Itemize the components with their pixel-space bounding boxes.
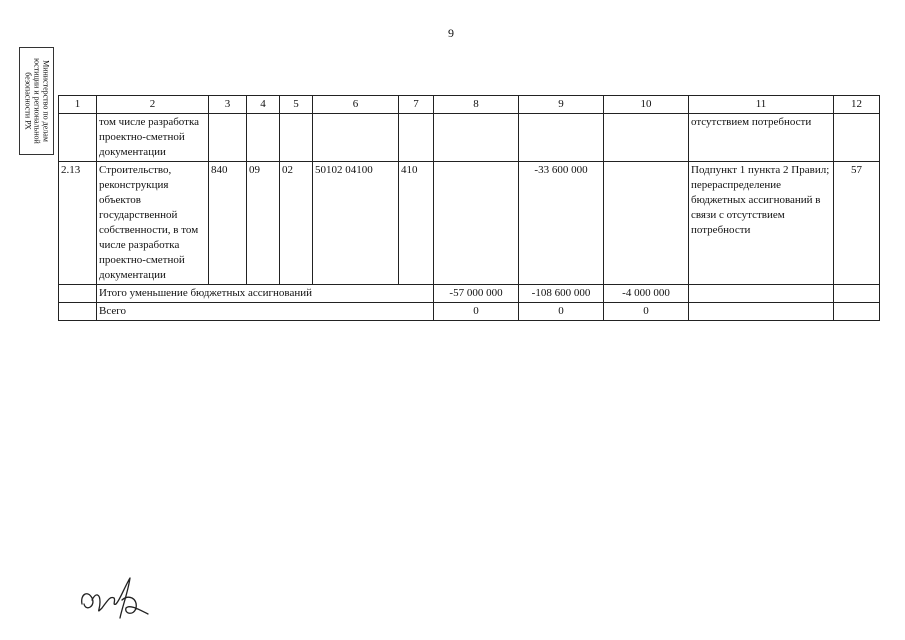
stamp-line-2: юстиции и региональной (32, 58, 41, 144)
header-cell-9: 9 (519, 96, 604, 114)
cell-description: Строительство, реконструкция объектов государственной собственности, в том числе разработка проектно-сметной документации (97, 162, 209, 285)
cell-number: 2.13 (59, 162, 97, 285)
cell-code-7: 410 (399, 162, 434, 285)
header-cell-5: 5 (280, 96, 313, 114)
table-row-continued (59, 114, 880, 162)
stamp-line-1: Министерство по делам (41, 60, 50, 142)
cell-empty (59, 303, 97, 321)
cell-amount-9: -33 600 000 (519, 162, 604, 285)
total-decrease-label: Итого уменьшение бюджетных ассигнований (97, 285, 434, 303)
cell-amount-8 (434, 162, 519, 285)
grand-total-10: 0 (604, 303, 689, 321)
page-number: 9 (448, 26, 454, 40)
cell-empty (59, 114, 97, 162)
grand-total-8: 0 (434, 303, 519, 321)
cell-empty (209, 114, 247, 162)
header-row (59, 96, 880, 114)
cell-empty (834, 303, 880, 321)
cell-code-5: 02 (280, 162, 313, 285)
cell-basis: отсутствием потребности (689, 114, 834, 162)
cell-empty (247, 114, 280, 162)
total-decrease-9: -108 600 000 (519, 285, 604, 303)
cell-empty (834, 285, 880, 303)
handwritten-signature (78, 570, 150, 622)
total-decrease-10: -4 000 000 (604, 285, 689, 303)
cell-description: том числе разработка проектно-сметной документации (97, 114, 209, 162)
grand-total-label: Всего (97, 303, 434, 321)
cell-code-12: 57 (834, 162, 880, 285)
header-cell-3: 3 (209, 96, 247, 114)
header-cell-6: 6 (313, 96, 399, 114)
header-cell-11: 11 (689, 96, 834, 114)
cell-empty (399, 114, 434, 162)
cell-empty (604, 114, 689, 162)
grand-total-row (59, 303, 880, 321)
cell-code-3: 840 (209, 162, 247, 285)
header-cell-4: 4 (247, 96, 280, 114)
cell-empty (834, 114, 880, 162)
cell-empty (689, 303, 834, 321)
header-cell-12: 12 (834, 96, 880, 114)
cell-code-4: 09 (247, 162, 280, 285)
cell-empty (59, 285, 97, 303)
cell-empty (313, 114, 399, 162)
header-cell-7: 7 (399, 96, 434, 114)
cell-empty (434, 114, 519, 162)
table-row-2-13 (59, 162, 880, 285)
cell-basis: Подпункт 1 пункта 2 Правил; перераспределение бюджетных ассигнований в связи с отсутствием потребности (689, 162, 834, 285)
ministry-stamp (19, 47, 54, 155)
total-decrease-row (59, 285, 880, 303)
header-cell-2: 2 (97, 96, 209, 114)
header-cell-1: 1 (59, 96, 97, 114)
header-cell-8: 8 (434, 96, 519, 114)
cell-empty (280, 114, 313, 162)
total-decrease-8: -57 000 000 (434, 285, 519, 303)
header-cell-10: 10 (604, 96, 689, 114)
stamp-line-3: безопасности РХ (23, 72, 32, 130)
budget-allocation-table (58, 95, 880, 321)
cell-code-6: 50102 04100 (313, 162, 399, 285)
grand-total-9: 0 (519, 303, 604, 321)
cell-empty (519, 114, 604, 162)
cell-empty (689, 285, 834, 303)
cell-amount-10 (604, 162, 689, 285)
